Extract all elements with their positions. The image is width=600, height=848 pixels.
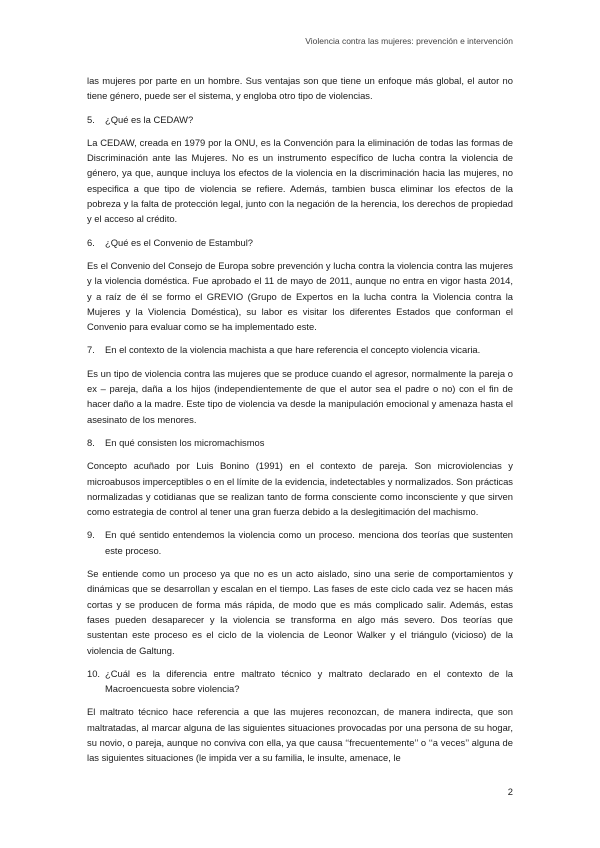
paragraph: La CEDAW, creada en 1979 por la ONU, es la Convención para la eliminación de todas las formas de Discriminación ante las Mujeres. No es un instrumento específico de lucha contra la violencia de género, ya que, aunque incluya los efectos de la violencia en la discriminación hacia las mujeres, no especifica a que tipo de violencia se refiere. Además, tambien busca eliminar los efectos de la pobreza y la falta de protección legal, junto con la negación de la herencia, los derechos de propiedad y el acceso al crédito.: [87, 136, 513, 225]
question-text: ¿Qué es la CEDAW?: [105, 113, 194, 125]
question-heading: [87, 342, 513, 357]
paragraph: Se entiende como un proceso ya que no es un acto aislado, sino una serie de comportamientos y dinámicas que se desarrollan y escalan en el tiempo. Las fases de este ciclo cada vez se hacen más cortas y se producen de forma más rápida, de modo que es más complicado salir. Además, estas fases pueden desaparecer y la violencia se transforma en algo más severo. Dos teorías que sustentan este proceso es el ciclo de la violencia de Leonor Walker y el triángulo (vicioso) de la violencia de Galtung.: [87, 568, 513, 656]
paragraph: Concepto acuñado por Luis Bonino (1991) en el contexto de pareja. Son microviolencias y microabusos imperceptibles o en el límite de la evidencia, indetectables y normalizados. Son prácticas normalizadas y cotidianas que se realizan tanto de forma consciente como inconsciente y que sirven como estrategia de control al tener una gran fuerza debido a la deslegitimación del machismo.: [87, 460, 513, 518]
question-text: ¿Cuál es la diferencia entre maltrato técnico y maltrato declarado en el contexto de la Macroencuesta sobre violencia?: [105, 667, 513, 695]
question-text: ¿Qué es el Convenio de Estambul?: [105, 236, 253, 248]
question-number: 7.: [87, 344, 95, 356]
page-number: 2: [507, 786, 513, 797]
paragraph: El maltrato técnico hace referencia a que las mujeres reconozcan, de manera indirecta, que son maltratadas, al marcar alguna de las siguientes situaciones provocadas por una persona de su hogar, su novio, o pareja, aunque no conviva con ella, ya que causa ‘‘frecuentemente’’ o ‘‘a veces’’ alguna de las siguientes situaciones (le impida ver a su familia, le insulte, amenace, le: [87, 706, 513, 764]
document-body: [87, 73, 513, 774]
paragraph: Es un tipo de violencia contra las mujeres que se produce cuando el agresor, normalmente la pareja o ex – pareja, daña a los hijos (independientemente de que el autor sea el padre o no) con el fin de hacer daño a la madre. Este tipo de violencia va desde la manipulación emocional y amenaza hasta el asesinato de los menores.: [87, 367, 513, 425]
question-text: En el contexto de la violencia machista a que hare referencia el concepto violencia vicaria.: [105, 344, 481, 356]
question-heading: [87, 435, 513, 450]
paragraph: Es el Convenio del Consejo de Europa sobre prevención y lucha contra la violencia contra las mujeres y la violencia doméstica. Fue aprobado el 11 de mayo de 2011, aunque no entra en vigor hasta 2014, y a raíz de él se formo el GREVIO (Grupo de Expertos en la lucha contra la Violencia contra la Mujeres y la Violencia Doméstica), su labor es visitar los diferentes Estados que conforman el Convenio para evaluar como se ha implementado este.: [87, 259, 513, 333]
question-text: En qué consisten los micromachismos: [105, 436, 265, 448]
running-header: Violencia contra las mujeres: prevención e intervención: [305, 36, 513, 46]
question-heading: [87, 235, 513, 250]
question-heading: [87, 112, 513, 127]
question-heading: [87, 666, 513, 697]
question-number: 8.: [87, 436, 95, 448]
question-text: En qué sentido entendemos la violencia como un proceso. menciona dos teorías que sustenten este proceso.: [105, 529, 513, 556]
question-number: 5.: [87, 113, 95, 125]
paragraph: las mujeres por parte en un hombre. Sus ventajas son que tiene un enfoque más global, el autor no tiene género, puede ser el sistema, y engloba otro tipo de violencias.: [87, 75, 513, 102]
question-number: 10.: [87, 667, 101, 679]
question-number: 9.: [87, 529, 95, 541]
question-number: 6.: [87, 236, 95, 248]
question-heading: [87, 527, 513, 558]
